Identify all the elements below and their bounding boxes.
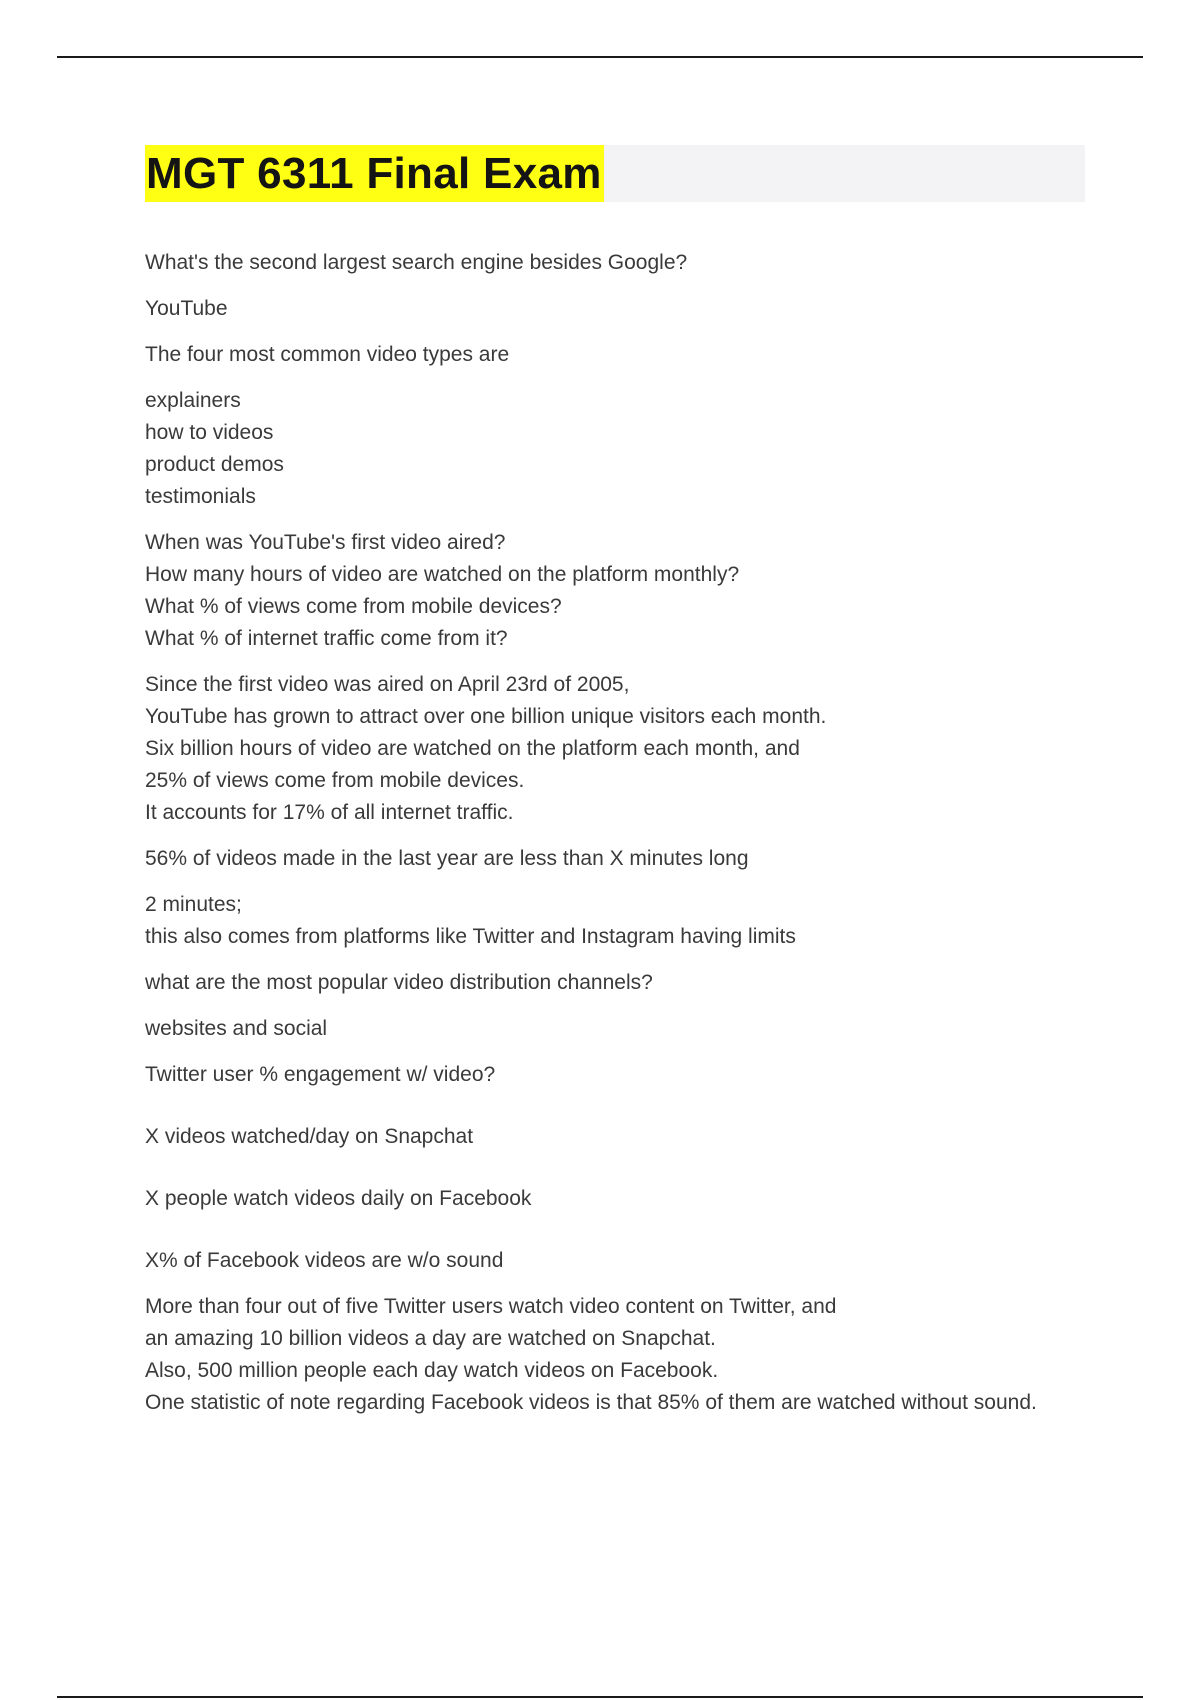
answer-line: YouTube has grown to attract over one billion unique visitors each month. <box>145 705 827 728</box>
answer-line: product demos <box>145 453 284 476</box>
answer-5 <box>145 1013 1085 1045</box>
question-2 <box>145 339 1085 371</box>
answer-line: It accounts for 17% of all internet traffic. <box>145 801 514 824</box>
question-6 <box>145 1121 1085 1153</box>
question-line: Twitter user % engagement w/ video? <box>145 1063 496 1086</box>
question-line: 56% of videos made in the last year are less than X minutes long <box>145 847 749 870</box>
answer-line: Since the first video was aired on April 23rd of 2005, <box>145 673 630 696</box>
page-title: MGT 6311 Final Exam <box>145 145 604 202</box>
answer-4 <box>145 889 1085 953</box>
question-line: The four most common video types are <box>145 343 510 366</box>
answer-line: explainers <box>145 389 241 412</box>
answer-line: this also comes from platforms like Twitter and Instagram having limits <box>145 925 796 948</box>
answer-line: websites and social <box>145 1017 328 1040</box>
answer-line: Six billion hours of video are watched on the platform each month, and <box>145 737 800 760</box>
answer-line: YouTube <box>145 297 228 320</box>
question-line: What % of internet traffic come from it? <box>145 627 508 650</box>
question-4 <box>145 843 1085 875</box>
question-line: X people watch videos daily on Facebook <box>145 1187 532 1210</box>
question-1 <box>145 247 1085 279</box>
question-5 <box>145 967 1085 999</box>
question-3 <box>145 527 1085 655</box>
answer-line: More than four out of five Twitter users watch video content on Twitter, and <box>145 1295 837 1318</box>
question-6 <box>145 1245 1085 1277</box>
document-body <box>145 145 1085 1419</box>
answer-1 <box>145 293 1085 325</box>
title-band <box>145 145 1085 202</box>
answer-line: an amazing 10 billion videos a day are watched on Snapchat. <box>145 1327 716 1350</box>
answer-line: 25% of views come from mobile devices. <box>145 769 525 792</box>
answer-line: how to videos <box>145 421 274 444</box>
answer-2 <box>145 385 1085 513</box>
question-line: What % of views come from mobile devices? <box>145 595 562 618</box>
question-6 <box>145 1059 1085 1091</box>
question-line: When was YouTube's first video aired? <box>145 531 506 554</box>
question-line: what are the most popular video distribution channels? <box>145 971 653 994</box>
top-rule <box>57 56 1143 58</box>
answer-line: testimonials <box>145 485 256 508</box>
question-line: What's the second largest search engine besides Google? <box>145 251 688 274</box>
answer-line: 2 minutes; <box>145 893 242 916</box>
answer-6 <box>145 1291 1085 1419</box>
question-line: How many hours of video are watched on the platform monthly? <box>145 563 740 586</box>
question-6 <box>145 1183 1085 1215</box>
bottom-rule <box>57 1696 1143 1698</box>
question-line: X videos watched/day on Snapchat <box>145 1125 474 1148</box>
answer-line: Also, 500 million people each day watch videos on Facebook. <box>145 1359 719 1382</box>
answer-line: One statistic of note regarding Facebook videos is that 85% of them are watched without sound. <box>145 1391 1037 1414</box>
question-line: X% of Facebook videos are w/o sound <box>145 1249 504 1272</box>
answer-3 <box>145 669 1085 829</box>
